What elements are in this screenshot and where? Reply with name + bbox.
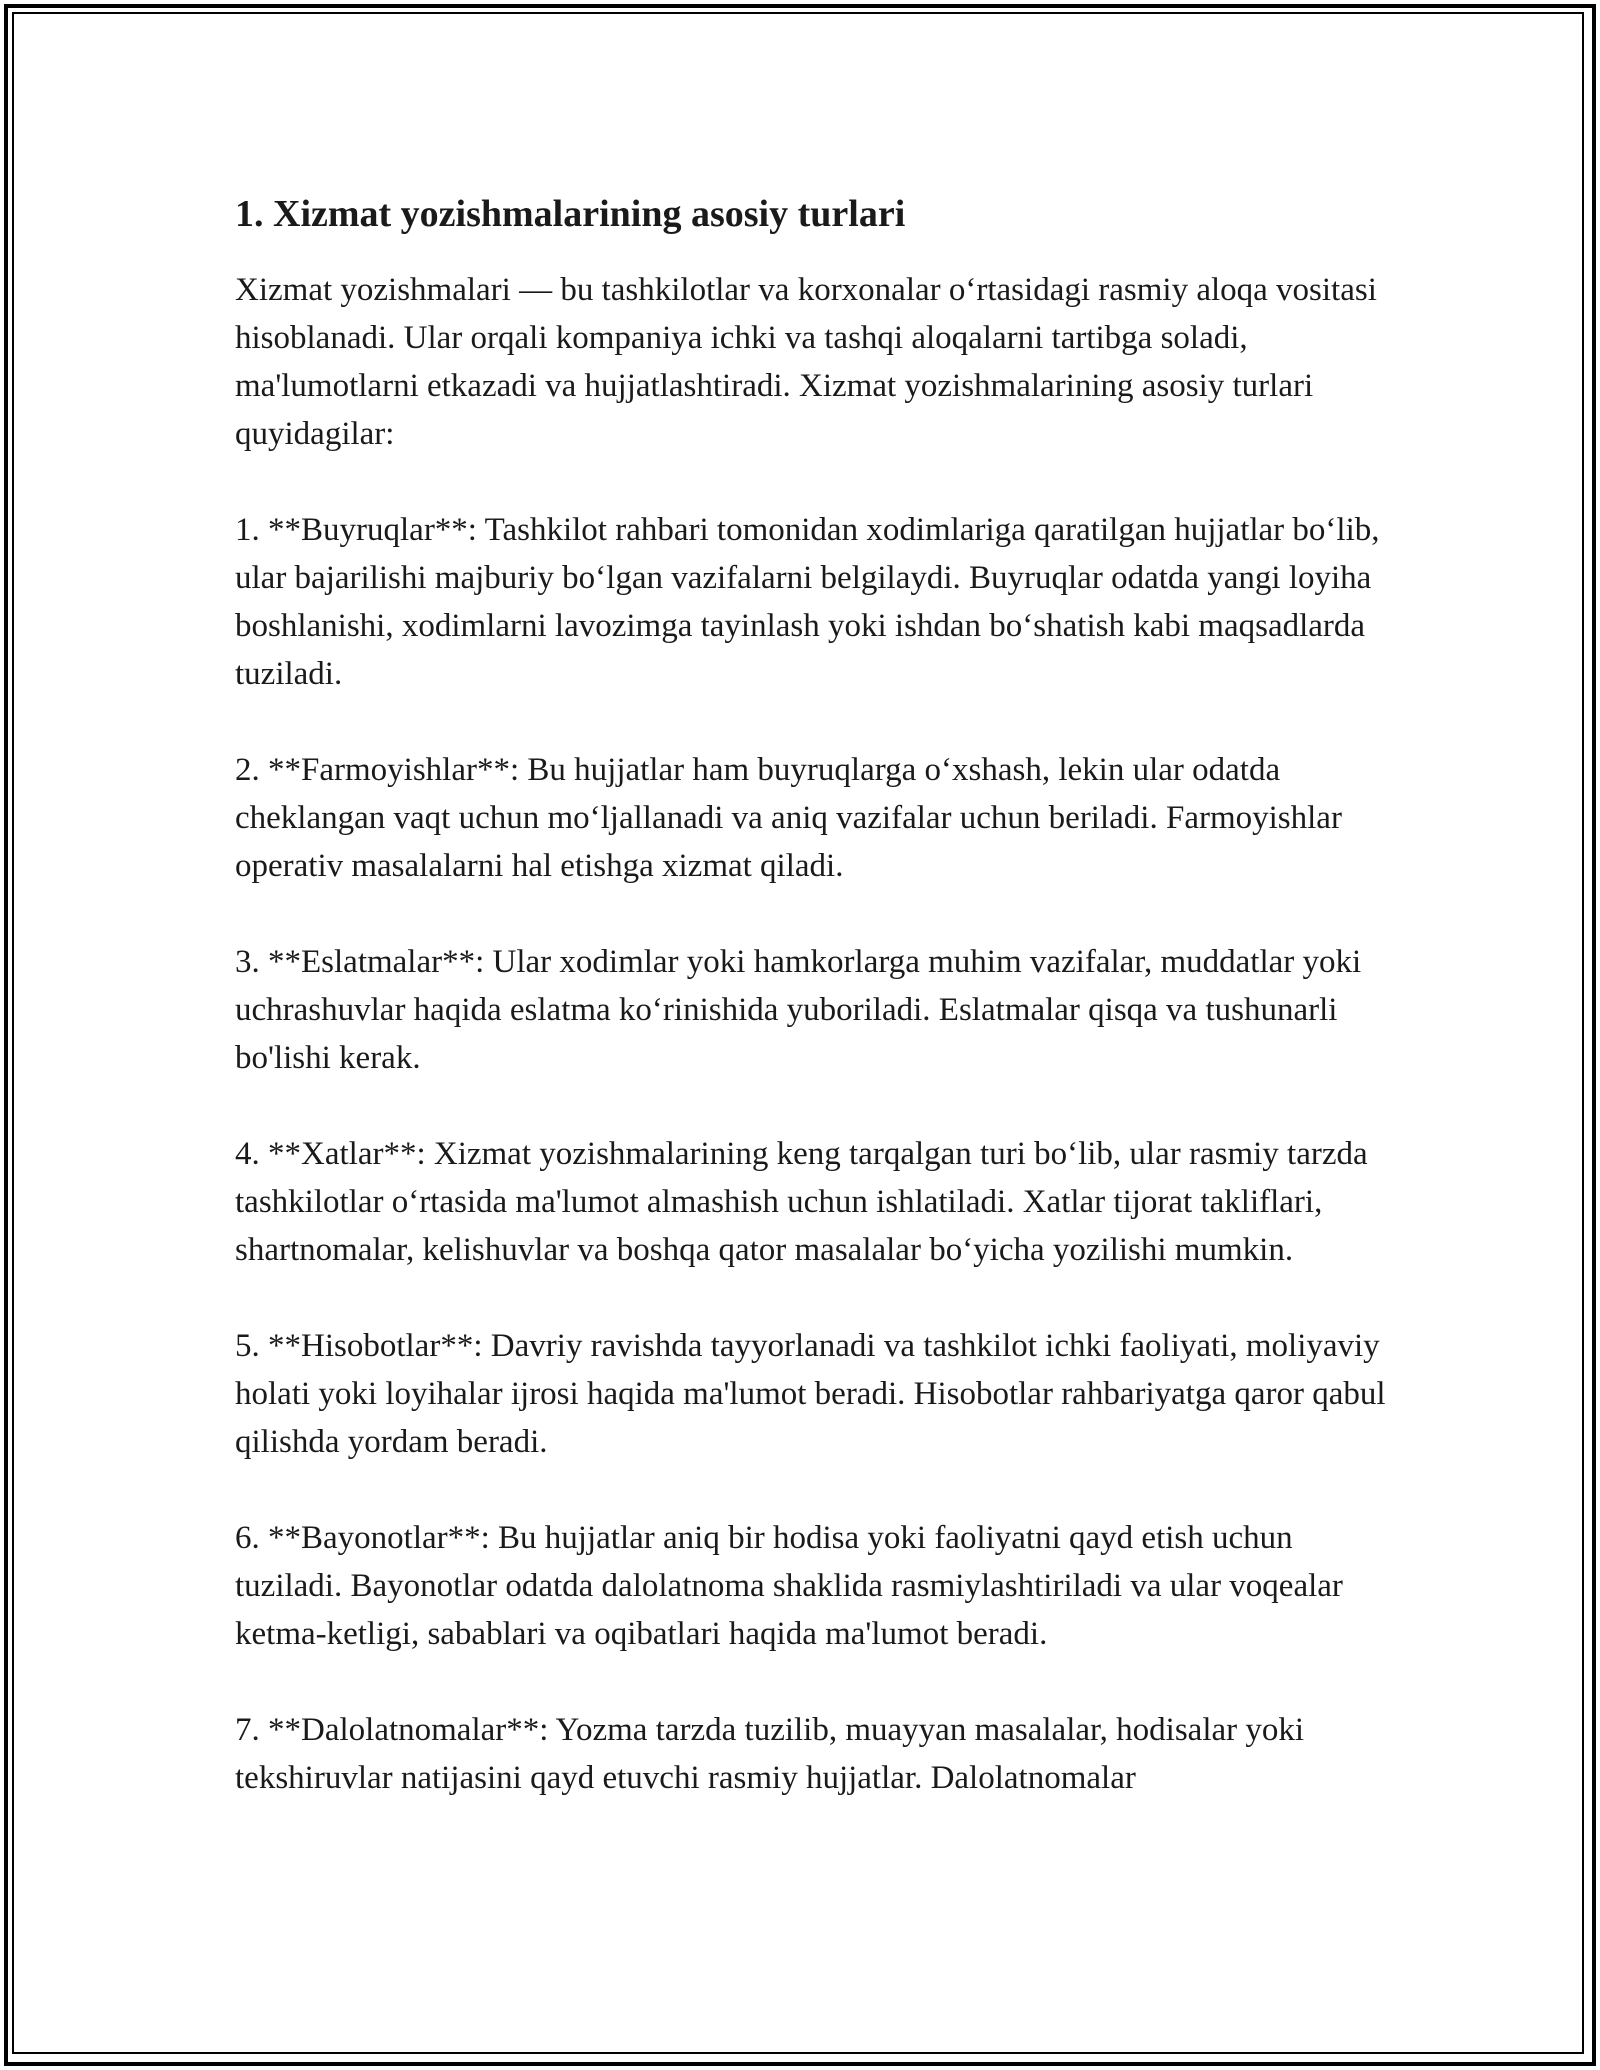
document-title: 1. Xizmat yozishmalarining asosiy turlari <box>235 193 906 235</box>
paragraph-intro: Xizmat yozishmalari — bu tashkilotlar va korxonalar o‘rtasidagi rasmiy aloqa vositasi hisoblanadi. Ular orqali kompaniya ichki va tashqi aloqalarni tartibga soladi, ma'lumotlarni etkazadi va hujjatlashtiradi. Xizmat yozishmalarining asosiy turlari quyidagilar: <box>235 272 1377 452</box>
paragraph-bayonotlar: 6. **Bayonotlar**: Bu hujjatlar aniq bir hodisa yoki faoliyatni qayd etish uchun tuziladi. Bayonotlar odatda dalolatnoma shaklida rasmiylashtiriladi va ular voqealar ketma-ketligi, sabablari va oqibatlari haqida ma'lumot beradi. <box>235 1520 1343 1652</box>
document-body <box>235 188 1395 1850</box>
paragraph-farmoyishlar: 2. **Farmoyishlar**: Bu hujjatlar ham buyruqlarga o‘xshash, lekin ular odatda cheklangan vaqt uchun mo‘ljallanadi va aniq vazifalar uchun beriladi. Farmoyishlar operativ masalalarni hal etishga xizmat qiladi. <box>235 752 1342 884</box>
paragraph-eslatmalar: 3. **Eslatmalar**: Ular xodimlar yoki hamkorlarga muhim vazifalar, muddatlar yoki uchrashuvlar haqida eslatma ko‘rinishida yuboriladi. Eslatmalar qisqa va tushunarli bo'lishi kerak. <box>235 944 1362 1076</box>
paragraph-buyruqlar: 1. **Buyruqlar**: Tashkilot rahbari tomonidan xodimlariga qaratilgan hujjatlar bo‘lib, ular bajarilishi majburiy bo‘lgan vazifalarni belgilaydi. Buyruqlar odatda yangi loyiha boshlanishi, xodimlarni lavozimga tayinlash yoki ishdan bo‘shatish kabi maqsadlarda tuziladi. <box>235 512 1380 692</box>
paragraph-xatlar: 4. **Xatlar**: Xizmat yozishmalarining keng tarqalgan turi bo‘lib, ular rasmiy tarzda tashkilotlar o‘rtasida ma'lumot almashish uchun ishlatiladi. Xatlar tijorat takliflari, shartnomalar, kelishuvlar va boshqa qator masalalar bo‘yicha yozilishi mumkin. <box>235 1136 1368 1268</box>
paragraph-hisobotlar: 5. **Hisobotlar**: Davriy ravishda tayyorlanadi va tashkilot ichki faoliyati, moliyaviy holati yoki loyihalar ijrosi haqida ma'lumot beradi. Hisobotlar rahbariyatga qaror qabul qilishda yordam beradi. <box>235 1328 1386 1460</box>
paragraph-dalolatnomalar: 7. **Dalolatnomalar**: Yozma tarzda tuzilib, muayyan masalalar, hodisalar yoki tekshiruvlar natijasini qayd etuvchi rasmiy hujjatlar. Dalolatnomalar <box>235 1712 1305 1796</box>
